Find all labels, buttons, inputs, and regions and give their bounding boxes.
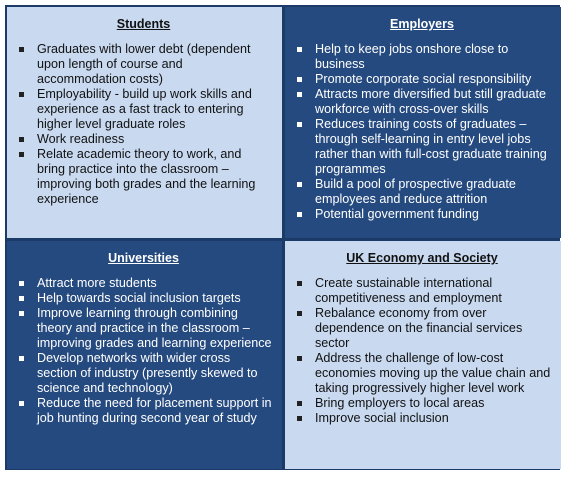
list-item [293,42,551,72]
list-item [293,411,551,426]
list-item [15,132,272,147]
students-title: Students [116,17,171,31]
list-item-text: Build a pool of prospective graduate employees and reduce attrition [315,177,516,206]
students-list [15,42,272,207]
square-bullet-icon [19,92,24,97]
list-item-text: Improve learning through combining theory and practice in the classroom – improving grades and learning experience [37,306,272,350]
list-item-text: Graduates with lower debt (dependent upon length of course and accommodation costs) [37,42,251,86]
list-item [15,147,272,207]
list-item [293,396,551,411]
list-item-text: Bring employers to local areas [315,396,485,410]
list-item [293,351,551,396]
square-bullet-icon [297,311,302,316]
list-item [293,72,551,87]
list-item [293,306,551,351]
universities-title: Universities [108,251,179,265]
list-item-text: Improve social inclusion [315,411,449,425]
list-item [15,396,272,426]
list-item [293,177,551,207]
list-item [15,87,272,132]
list-item-text: Employability - build up work skills and experience as a fast track to entering higher level graduate roles [37,87,252,131]
list-item-text: Create sustainable international competitiveness and employment [315,276,502,305]
square-bullet-icon [297,401,302,406]
uk-economy-quadrant [285,241,561,469]
list-item-text: Attract more students [37,276,157,290]
list-item-text: Promote corporate social responsibility [315,72,532,86]
list-item-text: Work readiness [37,132,125,146]
square-bullet-icon [297,92,302,97]
square-bullet-icon [297,281,302,286]
square-bullet-icon [19,152,24,157]
list-item [15,306,272,351]
list-item-text: Rebalance economy from over dependence on the financial services sector [315,306,523,350]
square-bullet-icon [19,296,24,301]
employers-title: Employers [390,17,454,31]
list-item-text: Help towards social inclusion targets [37,291,241,305]
list-item [293,207,551,222]
universities-list [15,276,272,426]
list-item [15,276,272,291]
square-bullet-icon [297,182,302,187]
list-item-text: Develop networks with wider cross section of industry (presently skewed to science and technology) [37,351,258,395]
list-item [293,276,551,306]
square-bullet-icon [297,212,302,217]
employers-list [293,42,551,222]
list-item-text: Help to keep jobs onshore close to business [315,42,509,71]
universities-quadrant [7,241,282,469]
square-bullet-icon [19,281,24,286]
square-bullet-icon [297,122,302,127]
square-bullet-icon [19,47,24,52]
list-item [15,351,272,396]
square-bullet-icon [297,77,302,82]
uk-economy-list [293,276,551,426]
list-item-text: Reduce the need for placement support in job hunting during second year of study [37,396,272,425]
square-bullet-icon [297,416,302,421]
benefits-grid [5,5,560,470]
square-bullet-icon [297,356,302,361]
list-item-text: Potential government funding [315,207,479,221]
square-bullet-icon [297,47,302,52]
list-item [15,42,272,87]
uk-economy-title: UK Economy and Society [346,251,498,265]
list-item-text: Attracts more diversified but still graduate workforce with cross-over skills [315,87,546,116]
list-item-text: Address the challenge of low-cost economies moving up the value chain and taking progressively higher level work [315,351,551,395]
square-bullet-icon [19,356,24,361]
list-item [15,291,272,306]
list-item-text: Reduces training costs of graduates – through self-learning in entry level jobs rather than with full-cost graduate training programmes [315,117,547,176]
employers-quadrant [285,7,561,238]
square-bullet-icon [19,401,24,406]
square-bullet-icon [19,311,24,316]
list-item [293,87,551,117]
students-quadrant [7,7,282,238]
square-bullet-icon [19,137,24,142]
list-item [293,117,551,177]
list-item-text: Relate academic theory to work, and bring practice into the classroom – improving both grades and the learning experience [37,147,256,206]
